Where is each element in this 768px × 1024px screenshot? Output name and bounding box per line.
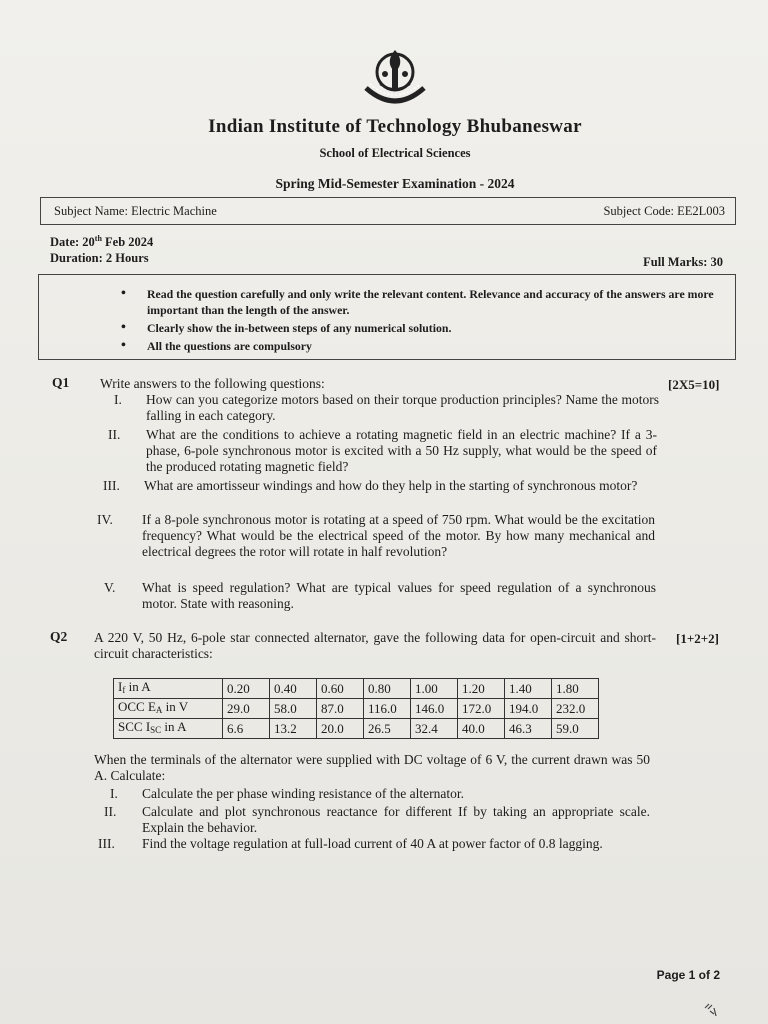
- instruction-item: • All the questions are compulsory: [39, 338, 735, 354]
- table-header-cell: If in A: [114, 679, 223, 699]
- table-cell: 0.60: [317, 679, 364, 699]
- table-cell: 1.00: [411, 679, 458, 699]
- table-cell: 26.5: [364, 719, 411, 739]
- page-number: Page 1 of 2: [656, 968, 720, 982]
- subject-code: Subject Code: EE2L003: [603, 204, 725, 218]
- exam-page: Indian Institute of Technology Bhubaneswar School of Electrical Sciences Spring Mid-Semester Examination - 2024 Subject Name: Electric Machine Subject Code: EE2L003 Date: 20th Feb 2024 Duration: 2 Hours Full Marks: 30 • Read the question carefully and only write the relevant content. Relevance and accuracy of the answers are more important than the length of the answer. • Clearly show the in-between steps of any numerical solution. • All the questions are compulsory Q1 Write answers to the following questions: [2X5=10] I. How can you categorize motors based on their torque production principles? Name the motors falling in each category. II. What are the conditions to achieve a rotating magnetic field in an electric machine? If a 3-phase, 6-pole synchronous motor is excited with a 50 Hz supply, what would be the speed of the produced rotating magnetic field? III. What are amortisseur windings and how do they help in the starting of synchronous motor? IV. If a 8-pole synchronous motor is rotating at a speed of 750 rpm. What would be the excitation frequency? What would be the electrical speed of the motor. By how many mechanical and electrical degrees the rotor will rotate in half revolution? V. What is speed regulation? What are typical values for speed regulation of a synchronous motor. State with reasoning. Q2 A 220 V, 50 Hz, 6-pole star connected alternator, gave the following data for open-circuit and short-circuit characteristics: [1+2+2] If in A 0.20 0.40 0.60 0.80 1.00 1.20 1.40 1.80 OCC EA in V 29.0 58.0 87.0 116.0 146.0 172.0 194.0 232.0 SCC ISC in A 6.6 13.2 20.0 26.5 32.4 40.0 46.3 59.0 When the terminals of the alternator were supplied with DC voltage of 6 V, the current drawn was 50 A. Calculate: I. Calculate the per phase winding resistance of the alternator. II. Calculate and plot synchronous reactance for different If by taking an appropriate scale. Explain the behavior. III. Find the voltage regulation at full-load current of 40 A at power factor of 0.8 lagging. Page 1 of 2: [0, 0, 768, 1024]
- school-name: School of Electrical Sciences: [319, 146, 471, 160]
- question-marks: [2X5=10]: [668, 377, 720, 392]
- table-row: [114, 679, 599, 699]
- table-cell: 172.0: [458, 699, 505, 719]
- table-cell: 87.0: [317, 699, 364, 719]
- exam-title: Spring Mid-Semester Examination - 2024: [275, 176, 515, 191]
- exam-duration: Duration: 2 Hours: [50, 251, 149, 265]
- instruction-item: • Read the question carefully and only write the relevant content. Relevance and accuracy of the answers are more important than the length of the answer.: [39, 286, 735, 318]
- question-text: When the terminals of the alternator were supplied with DC voltage of 6 V, the current drawn was 50 A. Calculate:: [94, 752, 650, 783]
- table-cell: 232.0: [552, 699, 599, 719]
- table-cell: 58.0: [270, 699, 317, 719]
- instruction-item: • Clearly show the in-between steps of any numerical solution.: [39, 320, 735, 336]
- table-cell: 20.0: [317, 719, 364, 739]
- table-header-cell: SCC ISC in A: [114, 719, 223, 739]
- table-cell: 146.0: [411, 699, 458, 719]
- table-cell: 32.4: [411, 719, 458, 739]
- table-cell: 0.80: [364, 679, 411, 699]
- table-cell: 13.2: [270, 719, 317, 739]
- table-cell: 40.0: [458, 719, 505, 739]
- table-header-cell: OCC EA in V: [114, 699, 223, 719]
- question-number: Q2: [50, 629, 68, 644]
- table-cell: 116.0: [364, 699, 411, 719]
- full-marks: Full Marks: 30: [643, 255, 723, 269]
- institute-name: Indian Institute of Technology Bhubaneswar: [208, 116, 582, 137]
- table-cell: 29.0: [223, 699, 270, 719]
- characteristics-table: [113, 678, 599, 739]
- table-cell: 1.40: [505, 679, 552, 699]
- question-marks: [1+2+2]: [676, 631, 719, 646]
- question-intro: Write answers to the following questions:: [100, 376, 325, 391]
- institute-logo-icon: [358, 44, 432, 108]
- table-cell: 0.40: [270, 679, 317, 699]
- table-cell: 0.20: [223, 679, 270, 699]
- table-cell: 46.3: [505, 719, 552, 739]
- table-row: [114, 699, 599, 719]
- table-row: [114, 719, 599, 739]
- question-intro: A 220 V, 50 Hz, 6-pole star connected alternator, gave the following data for open-circuit and short-circuit characteristics:: [94, 630, 656, 661]
- exam-date: Date: 20th Feb 2024: [50, 234, 154, 250]
- table-cell: 6.6: [223, 719, 270, 739]
- subject-name: Subject Name: Electric Machine: [54, 204, 217, 218]
- table-cell: 59.0: [552, 719, 599, 739]
- instructions-box: [38, 274, 736, 360]
- table-cell: 194.0: [505, 699, 552, 719]
- table-cell: 1.80: [552, 679, 599, 699]
- subject-box: [40, 197, 736, 225]
- question-number: Q1: [52, 375, 70, 390]
- handwritten-mark-icon: [702, 1000, 720, 1018]
- table-cell: 1.20: [458, 679, 505, 699]
